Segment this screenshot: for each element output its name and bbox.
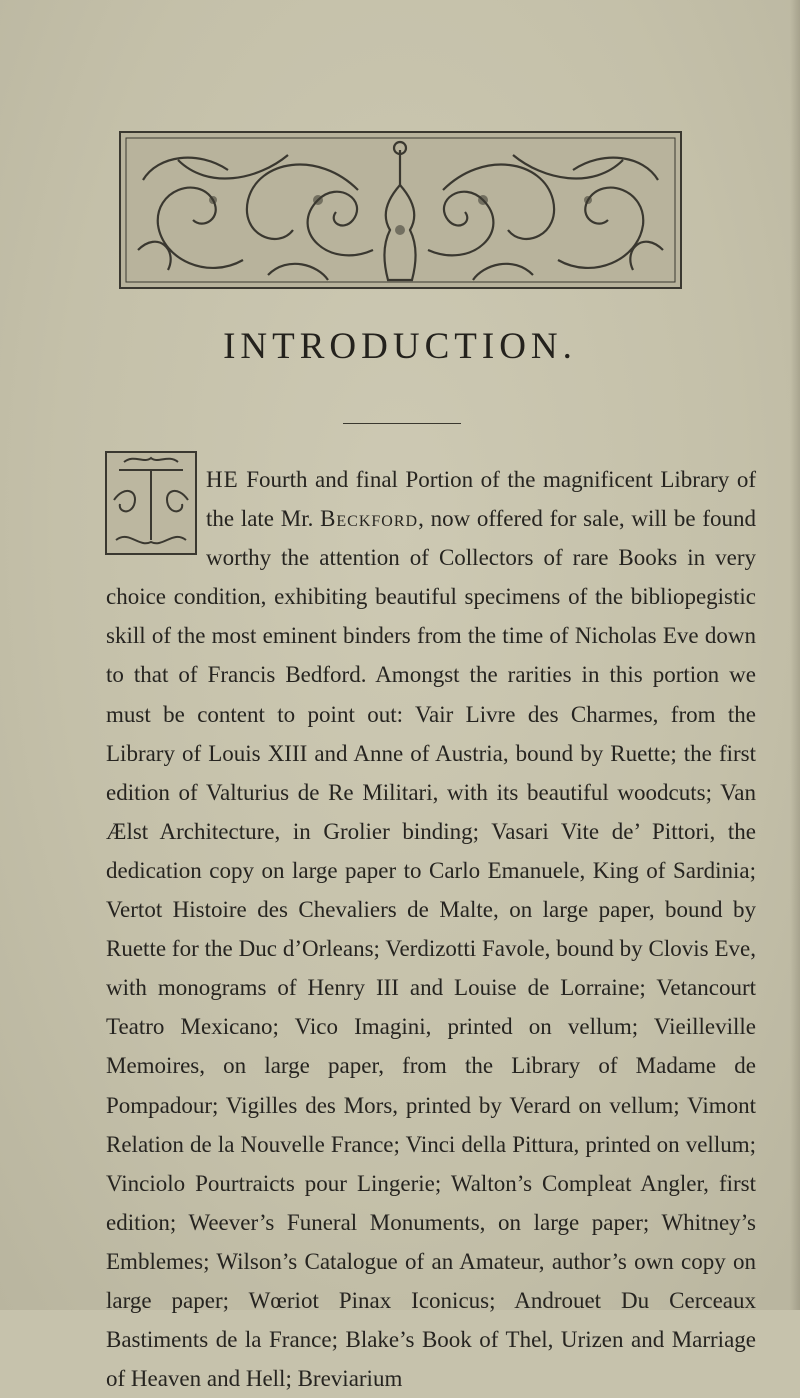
page-edge-shadow bbox=[790, 0, 800, 1310]
title-divider bbox=[343, 423, 461, 424]
beckford-name: Beckford bbox=[320, 506, 419, 532]
opening-letters: HE bbox=[206, 467, 239, 492]
introduction-paragraph bbox=[106, 460, 756, 1398]
ornamental-headpiece-icon bbox=[118, 130, 683, 290]
paragraph-part-1: Fourth and final Portion of the magnificent Library of the late Mr. bbox=[206, 467, 756, 532]
paragraph-part-2: , now offered for sale, will be found worthy the attention of Collectors of rare Books in very choice condition, exhibiting beautiful specimens of the bibliopegistic skill of the most eminent binders from the time of Nicholas Eve down to that of Francis Bedford. Amongst the rarities in this portion we must be content to point out: Vair Livre des Charmes, from the Library of Louis XIII and Anne of Austria, bound by Ruette; the first edition of Valturius de Re Militari, with its beautiful woodcuts; Van Ælst Architecture, in Grolier binding; Vasari Vite de’ Pittori, the dedication copy on large paper to Carlo Emanuele, King of Sardinia; Vertot Histoire des Chevaliers de Malte, on large paper, bound by Ruette for the Duc d’Orleans; Verdizotti Favole, bound by Clovis Eve, with monograms of Henry III and Louise de Lorraine; Vetancourt Teatro Mexicano; Vico Imagini, printed on vellum; Vieilleville Memoires, on large paper, from the Library of Madame de Pompadour; Vigilles des Mors, printed by Verard on vellum; Vimont Relation de la Nouvelle France; Vinci della Pittura, printed on vellum; Vinciolo Pourtraicts pour Lingerie; Walton’s Compleat Angler, first edition; Weever’s Funeral Monuments, on large paper; Whitney’s Emblemes; Wilson’s Catalogue of an Amateur, author’s own copy on large paper; Wœriot Pinax Iconicus; Androuet Du Cerceaux Bastiments de la France; Blake’s Book of Thel, Urizen and Marriage of Heaven and Hell; Breviarium bbox=[106, 506, 756, 1392]
initial-space bbox=[106, 460, 206, 572]
page-title: INTRODUCTION. bbox=[223, 326, 577, 367]
